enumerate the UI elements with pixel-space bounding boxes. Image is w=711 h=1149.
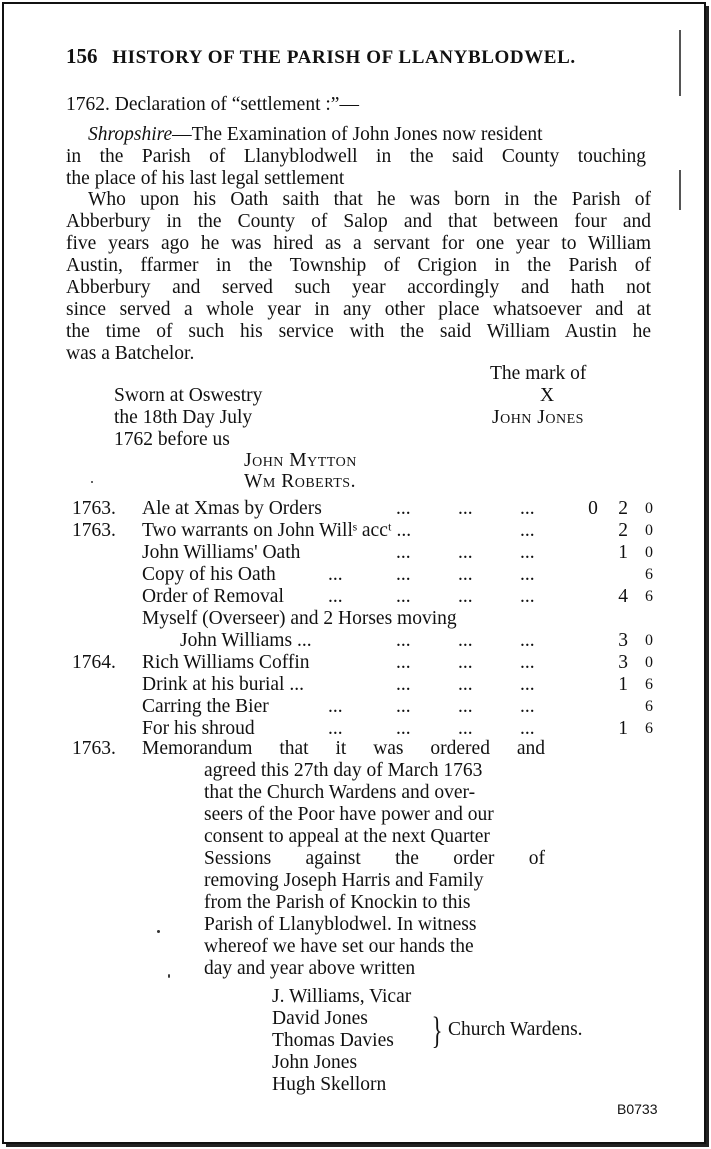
signatory: John Jones (272, 1052, 358, 1073)
account-row (66, 564, 666, 586)
memorandum-line: Sessions against the order of (204, 848, 545, 869)
signatory: Hugh Skellorn (272, 1074, 387, 1095)
account-row (66, 520, 666, 542)
declaration-line: Abberbury and served such year accordingly and hath not (66, 277, 651, 298)
amount-shillings: 2 (618, 520, 628, 541)
memorandum-line: consent to appeal at the next Quarter (204, 826, 490, 847)
memorandum-line: from the Parish of Knockin to this (204, 892, 471, 913)
declaration-first-line (88, 124, 543, 146)
amount-shillings: 1 (618, 718, 628, 739)
account-item: Order of Removal (142, 586, 284, 607)
amount-pence: 6 (645, 588, 653, 605)
sworn-line: Sworn at Oswestry (114, 385, 263, 406)
memorandum-line: seers of the Poor have power and our (204, 804, 494, 825)
amount-pence: 6 (645, 566, 653, 583)
leader-dots: ... (391, 520, 412, 541)
declaration-line: —The Examination of John Jones now resident (172, 124, 543, 145)
account-row (66, 586, 666, 608)
account-item: Copy of his Oath (142, 564, 276, 585)
justice-name: John Mytton (244, 450, 357, 471)
amount-pence: 6 (645, 698, 653, 715)
amount-shillings: 3 (618, 652, 628, 673)
account-row (66, 674, 666, 696)
leader-dots: ... (328, 718, 343, 739)
leader-dots: ... (458, 542, 473, 563)
leader-dots: ... (396, 498, 411, 519)
account-item: John Williams' Oath (142, 542, 301, 563)
leader-dots: ... (284, 674, 304, 695)
leader-dots: ... (458, 652, 473, 673)
account-year: 1763. (72, 520, 116, 541)
account-row (66, 630, 666, 652)
account-item: Myself (Overseer) and 2 Horses moving (142, 608, 457, 629)
leader-dots: ... (520, 674, 535, 695)
leader-dots: ... (520, 718, 535, 739)
amount-pence: 6 (645, 720, 653, 737)
leader-dots: ... (458, 630, 473, 651)
print-speck (91, 481, 93, 483)
declaration-line: Who upon his Oath saith that he was born in the Parish of (88, 189, 651, 210)
memorandum-line: agreed this 27th day of March 1763 (204, 760, 483, 781)
account-year: 1764. (72, 652, 116, 673)
memorandum-year: 1763. (72, 738, 116, 759)
account-item: Carring the Bier (142, 696, 269, 717)
leader-dots: ... (396, 542, 411, 563)
leader-dots: ... (396, 564, 411, 585)
leader-dots: ... (520, 696, 535, 717)
amount-shillings: 4 (618, 586, 628, 607)
sworn-line: 1762 before us (114, 429, 230, 450)
declaration-line: Austin, ffarmer in the Township of Crigion in the Parish of (66, 255, 651, 276)
amount-pence: 0 (645, 500, 653, 517)
leader-dots: ... (396, 630, 411, 651)
leader-dots: ... (396, 652, 411, 673)
page-shadow-bottom (6, 1144, 709, 1147)
leader-dots: ... (520, 542, 535, 563)
page-shadow-right (706, 6, 709, 1147)
account-item: Rich Williams Coffin (142, 652, 310, 673)
amount-shillings: 2 (618, 498, 628, 519)
account-row (66, 718, 666, 740)
declaration-line: Abberbury in the County of Salop and that between four and (66, 211, 651, 232)
leader-dots: ... (458, 564, 473, 585)
account-row (66, 542, 666, 564)
leader-dots: ... (328, 586, 343, 607)
leader-dots: ... (520, 564, 535, 585)
scan-edge-mark (679, 170, 681, 210)
leader-dots: ... (520, 630, 535, 651)
leader-dots: ... (458, 498, 473, 519)
declaration-line: was a Batchelor. (66, 343, 195, 364)
account-item: John Williams ... (180, 630, 312, 651)
account-row (66, 498, 666, 520)
account-row (66, 608, 666, 630)
declaration-line: five years ago he was hired as a servant for one year to William (66, 233, 651, 254)
amount-pence: 6 (645, 676, 653, 693)
account-item: Ale at Xmas by Orders (142, 498, 322, 519)
running-header (66, 44, 576, 69)
archive-code: B0733 (617, 1101, 658, 1117)
leader-dots: ... (458, 674, 473, 695)
leader-dots: ... (396, 696, 411, 717)
account-item: For his shroud (142, 718, 255, 739)
justice-name: Wm Roberts. (244, 471, 356, 492)
leader-dots: ... (520, 652, 535, 673)
declaration-line: since served a whole year in any other place whatsoever and at (66, 299, 651, 320)
leader-dots: ... (328, 696, 343, 717)
amount-shillings: 3 (618, 630, 628, 651)
memorandum-line: day and year above written (204, 958, 416, 979)
sworn-line: the 18th Day July (114, 407, 253, 428)
memorandum-line: that the Church Wardens and over- (204, 782, 476, 803)
amount-pence: 0 (645, 522, 653, 539)
leader-dots: ... (396, 718, 411, 739)
declaration-line: the time of such his service with the said William Austin he (66, 321, 651, 342)
leader-dots: ... (520, 520, 535, 541)
county-name: Shropshire (88, 124, 173, 145)
memorandum-first-line: Memorandum that it was ordered and (142, 738, 545, 759)
mark-x: X (540, 385, 555, 406)
amount-pence: 0 (645, 632, 653, 649)
leader-dots: ... (292, 630, 312, 651)
amount-pence: 0 (645, 654, 653, 671)
wardens-brace: } (431, 1010, 443, 1052)
account-item: Two warrants on John Willˢ accᵗ ... (142, 520, 412, 541)
account-item: Drink at his burial ... (142, 674, 304, 695)
account-year: 1763. (72, 498, 116, 519)
account-row (66, 652, 666, 674)
declaration-line: the place of his last legal settlement (66, 168, 345, 189)
amount-pounds: 0 (588, 498, 598, 519)
mark-label: The mark of (490, 363, 587, 384)
leader-dots: ... (328, 564, 343, 585)
amount-shillings: 1 (618, 542, 628, 563)
amount-pence: 0 (645, 544, 653, 561)
leader-dots: ... (520, 498, 535, 519)
leader-dots: ... (458, 586, 473, 607)
signatory: J. Williams, Vicar (272, 986, 412, 1007)
leader-dots: ... (458, 696, 473, 717)
leader-dots: ... (458, 718, 473, 739)
memorandum-line: Parish of Llanyblodwel. In witness (204, 914, 477, 935)
amount-shillings: 1 (618, 674, 628, 695)
mark-name: John Jones (492, 407, 584, 428)
signatory: Thomas Davies (272, 1030, 394, 1051)
print-speck (168, 974, 170, 978)
leader-dots: ... (396, 586, 411, 607)
wardens-label: Church Wardens. (448, 1019, 583, 1040)
account-row (66, 696, 666, 718)
running-title: HISTORY OF THE PARISH OF LLANYBLODWEL. (112, 47, 576, 68)
memorandum-line: whereof we have set our hands the (204, 936, 474, 957)
leader-dots: ... (520, 586, 535, 607)
page-number: 156 (66, 44, 98, 68)
declaration-line: in the Parish of Llanyblodwell in the said County touching (66, 146, 646, 167)
scan-edge-mark (679, 30, 681, 96)
declaration-heading: 1762. Declaration of “settlement :”— (66, 94, 359, 115)
leader-dots: ... (396, 674, 411, 695)
memorandum-line: removing Joseph Harris and Family (204, 870, 484, 891)
signatory: David Jones (272, 1008, 368, 1029)
print-speck (157, 930, 160, 933)
